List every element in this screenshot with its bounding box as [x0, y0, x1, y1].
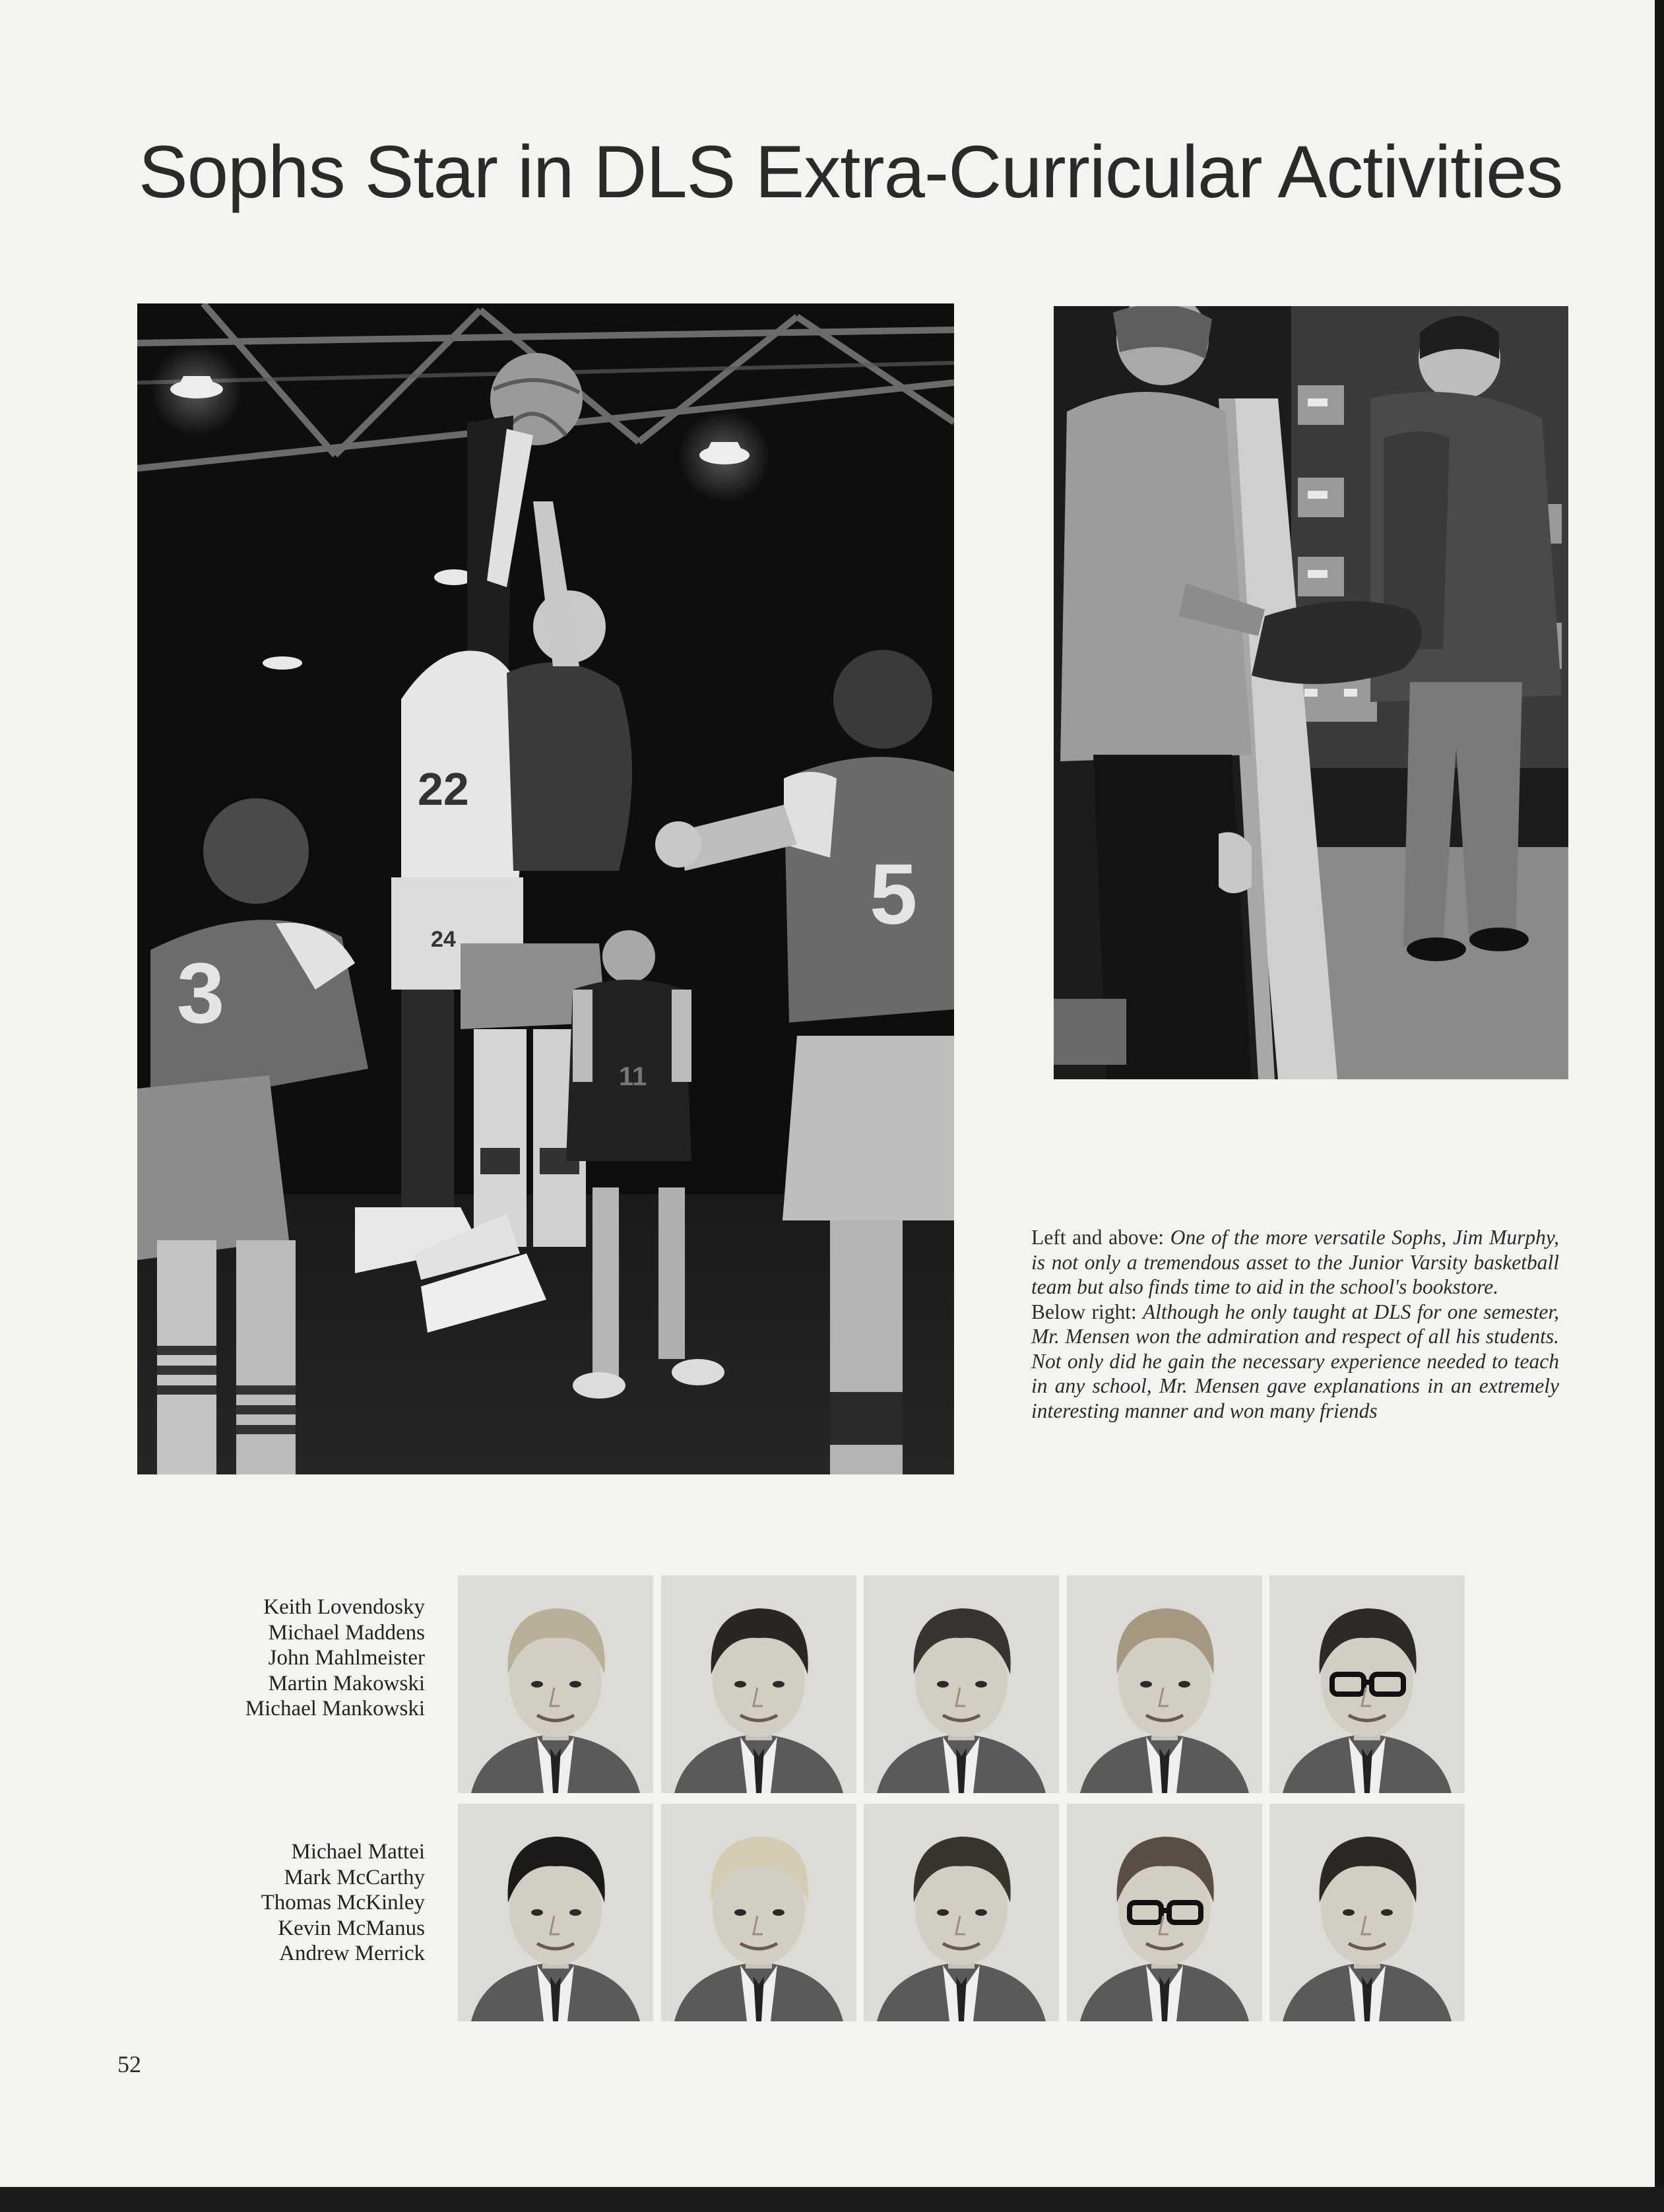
names-list-row-1	[55, 1595, 425, 1722]
student-name: Michael Mankowski	[245, 1697, 425, 1721]
student-portrait	[864, 1804, 1059, 2021]
scan-edge	[0, 2187, 1664, 2212]
student-name: Andrew Merrick	[279, 1942, 425, 1965]
jersey-number-11: 11	[619, 1062, 647, 1091]
student-name: Mark McCarthy	[284, 1865, 425, 1889]
page-title: Sophs Star in DLS Extra-Curricular Activities	[139, 131, 1563, 213]
bookstore-photo-image	[1054, 306, 1568, 1079]
student-name: Michael Mattei	[291, 1840, 425, 1864]
shorts-number-24: 24	[431, 927, 456, 952]
bookstore-photo	[1054, 306, 1568, 1079]
student-portrait	[1067, 1575, 1262, 1793]
student-name: Keith Lovendosky	[263, 1595, 425, 1619]
photo-caption	[1031, 1225, 1559, 1423]
student-portrait	[1067, 1804, 1262, 2021]
page-number: 52	[117, 2051, 141, 2077]
caption-body-2: Although he only taught at DLS for one semester, Mr. Mensen won the admiration and respect of all his students. Not only did he gain the necessary experience needed to teach in any school, Mr. Mensen gave explanations in an extremely interesting manner and won many friends	[1031, 1300, 1560, 1422]
student-portrait	[661, 1575, 856, 1793]
jersey-number-5: 5	[870, 846, 918, 942]
student-name: Michael Maddens	[268, 1620, 425, 1645]
student-portrait	[661, 1804, 856, 2021]
caption-body-1: One of the more versatile Sophs, Jim Murphy, is not only a tremendous asset to the Junior Varsity basketball team but also finds time to aid in the school's bookstore.	[1031, 1226, 1559, 1298]
names-list-row-2	[55, 1839, 425, 1967]
student-portrait	[864, 1575, 1059, 1793]
caption-paragraph-2	[1031, 1300, 1559, 1424]
student-name: Martin Makowski	[268, 1671, 425, 1695]
student-portrait	[458, 1575, 653, 1793]
basketball-photo-image	[137, 303, 954, 1474]
portrait-grid	[458, 1575, 1462, 2021]
student-portrait	[1269, 1804, 1465, 2021]
jersey-number-3: 3	[177, 945, 225, 1041]
student-name: John Mahlmeister	[268, 1646, 425, 1670]
jersey-number-22: 22	[418, 763, 469, 815]
student-name: Kevin McManus	[278, 1916, 425, 1940]
student-portrait	[458, 1804, 653, 2021]
caption-paragraph-1	[1031, 1225, 1559, 1300]
basketball-game-photo	[137, 303, 954, 1474]
student-portrait	[1269, 1575, 1465, 1793]
student-name: Thomas McKinley	[261, 1891, 425, 1914]
caption-lead-1: Left and above:	[1031, 1226, 1165, 1249]
caption-lead-2: Below right:	[1031, 1300, 1137, 1323]
